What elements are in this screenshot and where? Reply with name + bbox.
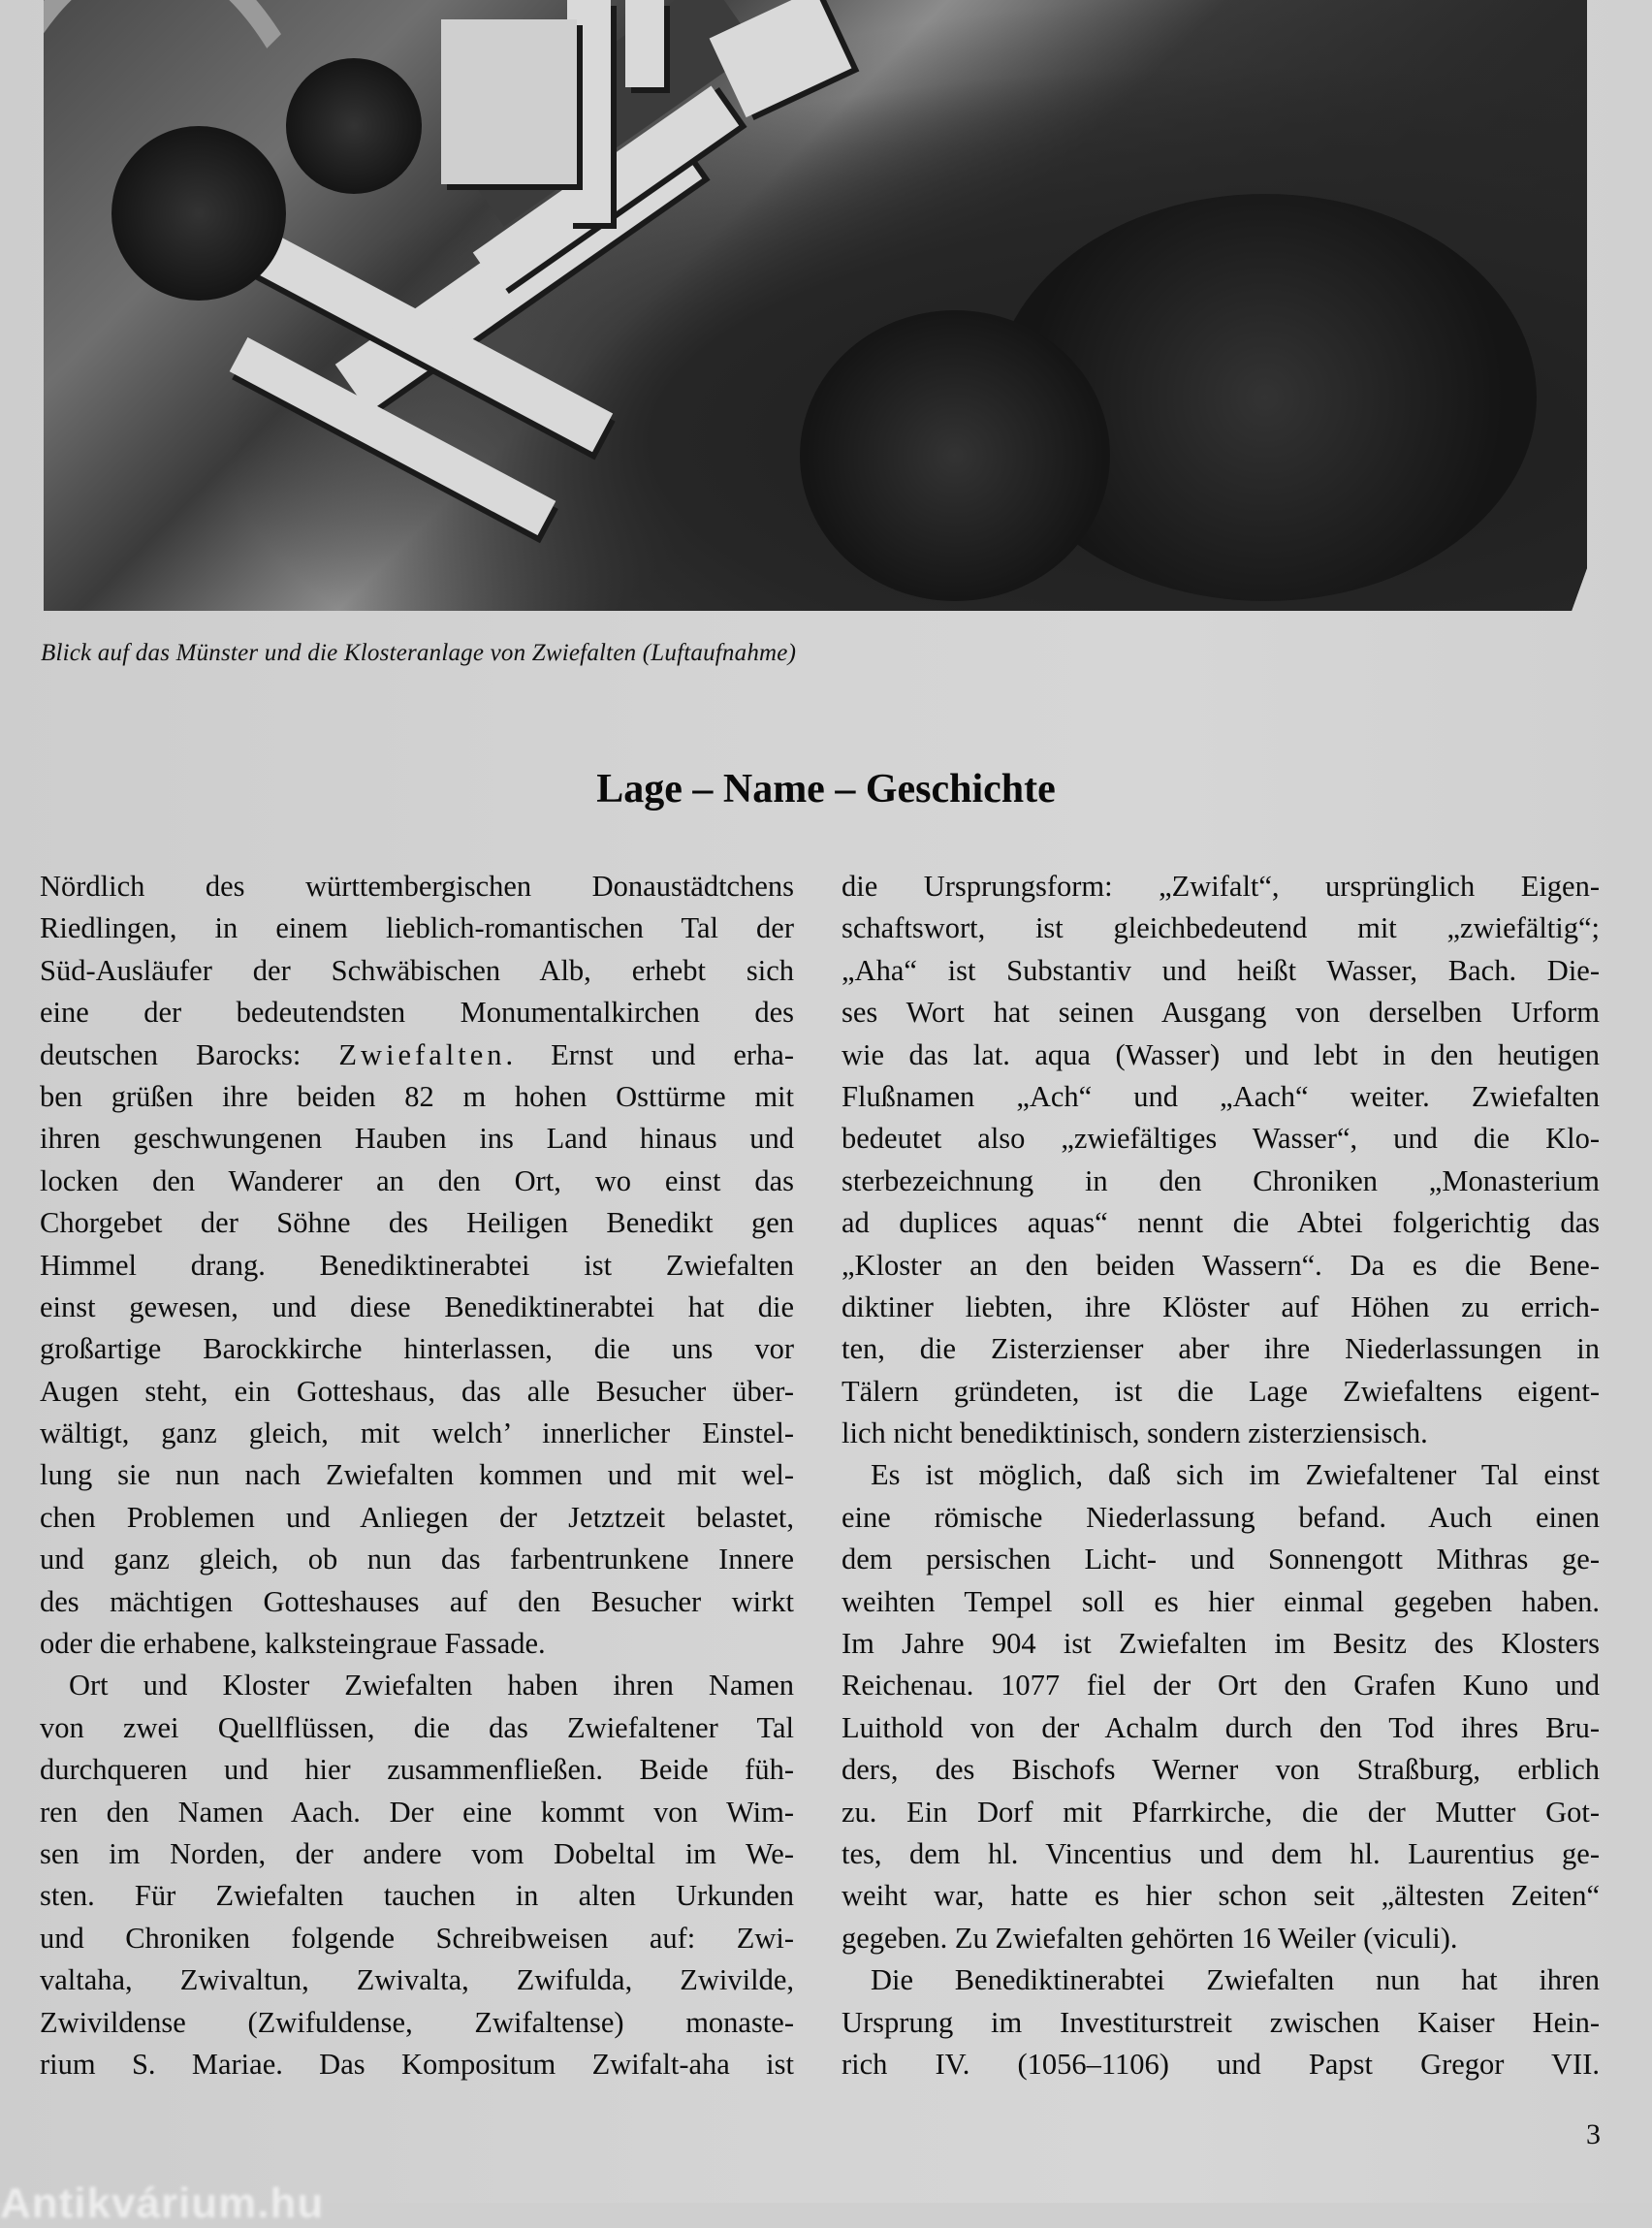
section-title: Lage – Name – Geschichte (596, 767, 1056, 812)
text-line: gegeben. Zu Zwiefalten gehörten 16 Weiler (viculi). (842, 1921, 1458, 1955)
text-line: ses Wort hat seinen Ausgang von derselben Urform (842, 996, 1600, 1030)
text-line: sterbezeichnung in den Chroniken „Monasterium (842, 1163, 1600, 1197)
paragraph-start-line: Die Benediktinerabtei Zwiefalten nun hat ihren (871, 1963, 1600, 1997)
text-line: valtaha, Zwivaltun, Zwivalta, Zwifulda, Zwivilde, (40, 1963, 794, 1997)
text-line: Süd-Ausläufer der Schwäbischen Alb, erhebt sich (40, 953, 794, 987)
text-line: Riedlingen, in einem lieblich-romantischen Tal der (40, 911, 794, 945)
text-line: und Chroniken folgende Schreibweisen auf: Zwi- (40, 1921, 794, 1955)
text-line: Himmel drang. Benediktinerabtei ist Zwiefalten (40, 1248, 794, 1282)
church-tower (625, 0, 664, 87)
text-line: Chorgebet der Söhne des Heiligen Benedikt gen (40, 1206, 794, 1240)
text-line: wie das lat. aqua (Wasser) und lebt in den heutigen (842, 1037, 1600, 1071)
text-line: Zwivildense (Zwifuldense, Zwifaltense) monaste- (40, 2005, 794, 2039)
text-line: Im Jahre 904 ist Zwiefalten im Besitz des Klosters (842, 1627, 1600, 1661)
left-column (40, 866, 794, 2085)
trees (286, 58, 422, 194)
right-column (842, 866, 1600, 2085)
watermark: Antikvárium.hu (0, 2180, 325, 2227)
text-line: lich nicht benediktinisch, sondern zisterziensisch. (842, 1416, 1428, 1450)
text-line: locken den Wanderer an den Ort, wo einst das (40, 1163, 794, 1197)
text-line: chen Problemen und Anliegen der Jetztzeit belastet, (40, 1500, 794, 1534)
text-line: eine der bedeutendsten Monumentalkirchen des (40, 996, 794, 1030)
text-line: weihten Tempel soll es hier einmal gegeben haben. (842, 1584, 1600, 1618)
trees (111, 126, 286, 301)
text-line: bedeutet also „zwiefältiges Wasser“, und die Klo- (842, 1122, 1600, 1156)
text-line: tes, dem hl. Vincentius und dem hl. Laurentius ge- (842, 1836, 1600, 1870)
text-line: ihren geschwungenen Hauben ins Land hinaus und (40, 1122, 794, 1156)
paragraph-start-line: Ort und Kloster Zwiefalten haben ihren Namen (69, 1669, 794, 1703)
page-number: 3 (1586, 2118, 1601, 2150)
text-line: deutschen Barocks: Zwiefalten. Ernst und erha- (40, 1037, 794, 1071)
text-line: Flußnamen „Ach“ und „Aach“ weiter. Zwiefalten (842, 1079, 1600, 1113)
photo-caption: Blick auf das Münster und die Klosteranlage von Zwiefalten (Luftaufnahme) (41, 640, 797, 666)
text-line: weiht war, hatte es hier schon seit „ältesten Zeiten“ (842, 1879, 1600, 1913)
emphasized-word: Zwiefalten (338, 1037, 506, 1071)
paragraph-start-line: Es ist möglich, daß sich im Zwiefaltener Tal einst (871, 1458, 1600, 1492)
text-line: ad duplices aquas“ nennt die Abtei folgerichtig das (842, 1206, 1600, 1240)
church-nave (441, 19, 577, 184)
text-line: lung sie nun nach Zwiefalten kommen und mit wel- (40, 1458, 794, 1492)
text-line: Augen steht, ein Gotteshaus, das alle Besucher über- (40, 1374, 794, 1408)
text-line: ten, die Zisterzienser aber ihre Niederlassungen in (842, 1332, 1600, 1366)
text-line: ren den Namen Aach. Der eine kommt von Wim- (40, 1795, 794, 1829)
text-line: ben grüßen ihre beiden 82 m hohen Osttürme mit (40, 1079, 794, 1113)
text-line: wältigt, ganz gleich, mit welch’ innerlicher Einstel- (40, 1416, 794, 1450)
text-line: Nördlich des württembergischen Donaustädtchens (40, 870, 794, 903)
text-line: rich IV. (1056–1106) und Papst Gregor VII. (842, 2047, 1600, 2081)
text-line: Tälern gründeten, ist die Lage Zwiefaltens eigent- (842, 1374, 1600, 1408)
text-line: „Aha“ ist Substantiv und heißt Wasser, Bach. Die- (842, 953, 1600, 987)
text-line: und ganz gleich, ob nun das farbentrunkene Innere (40, 1543, 794, 1576)
text-line: Ursprung im Investiturstreit zwischen Kaiser Hein- (842, 2005, 1600, 2039)
text-line: großartige Barockkirche hinterlassen, die uns vor (40, 1332, 794, 1366)
text-line: sen im Norden, der andere vom Dobeltal im We- (40, 1836, 794, 1870)
text-line: zu. Ein Dorf mit Pfarrkirche, die der Mutter Got- (842, 1795, 1600, 1829)
text-line: rium S. Mariae. Das Kompositum Zwifalt-aha ist (40, 2047, 794, 2081)
text-line: oder die erhabene, kalksteingraue Fassade. (40, 1627, 546, 1661)
text-line: sten. Für Zwiefalten tauchen in alten Urkunden (40, 1879, 794, 1913)
text-line: Luithold von der Achalm durch den Tod ihres Bru- (842, 1710, 1600, 1744)
text-line: Reichenau. 1077 fiel der Ort den Grafen Kuno und (842, 1669, 1600, 1703)
text-line: eine römische Niederlassung befand. Auch einen (842, 1500, 1600, 1534)
text-line: einst gewesen, und diese Benediktinerabtei hat die (40, 1289, 794, 1323)
text-line: „Kloster an den beiden Wassern“. Da es die Bene- (842, 1248, 1600, 1282)
text-line: diktiner liebten, ihre Klöster auf Höhen zu errich- (842, 1289, 1600, 1323)
text-line: schaftswort, ist gleichbedeutend mit „zwiefältig“; (842, 911, 1600, 945)
text-line: des mächtigen Gotteshauses auf den Besucher wirkt (40, 1584, 794, 1618)
text-line: ders, des Bischofs Werner von Straßburg, erblich (842, 1753, 1600, 1787)
aerial-photo (44, 0, 1587, 611)
text-line: die Ursprungsform: „Zwifalt“, ursprünglich Eigen- (842, 870, 1600, 903)
text-line: von zwei Quellflüssen, die das Zwiefaltener Tal (40, 1710, 794, 1744)
text-line: dem persischen Licht- und Sonnengott Mithras ge- (842, 1543, 1600, 1576)
trees (800, 310, 1110, 601)
text-line: durchqueren und hier zusammenfließen. Beide füh- (40, 1753, 794, 1787)
